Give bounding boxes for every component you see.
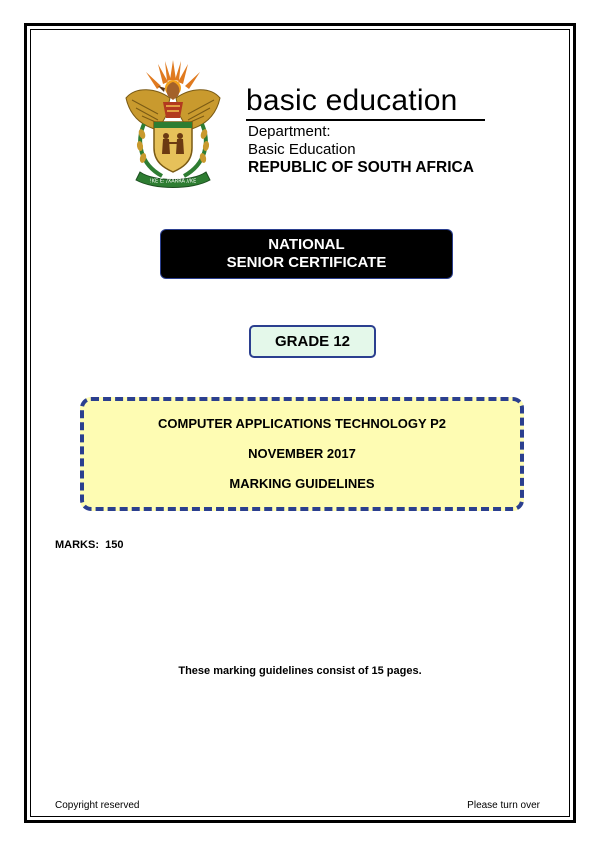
certificate-line-2: SENIOR CERTIFICATE [226,254,387,271]
department-label: Department: [248,123,331,140]
document-type: MARKING GUIDELINES [229,476,375,491]
country-name: REPUBLIC OF SOUTH AFRICA [248,159,474,176]
brand-underline [246,119,485,121]
exam-session: NOVEMBER 2017 [248,446,356,461]
footer-copyright: Copyright reserved [55,800,140,811]
marks-total: MARKS: 150 [55,539,124,551]
subject-title: COMPUTER APPLICATIONS TECHNOLOGY P2 [158,416,446,431]
south-africa-coat-of-arms-icon [118,58,228,190]
grade-badge [249,325,376,358]
footer-turn-over: Please turn over [467,800,540,811]
subject-panel [80,397,524,511]
brand-title: basic education [246,84,458,117]
page-count-note: These marking guidelines consist of 15 pages. [178,665,422,677]
motto-text: !KE E: /XARRA //KE [149,178,197,185]
department-name: Basic Education [248,141,356,158]
certificate-banner [161,230,452,278]
certificate-line-1: NATIONAL [268,236,345,253]
grade-label: GRADE 12 [274,333,351,350]
